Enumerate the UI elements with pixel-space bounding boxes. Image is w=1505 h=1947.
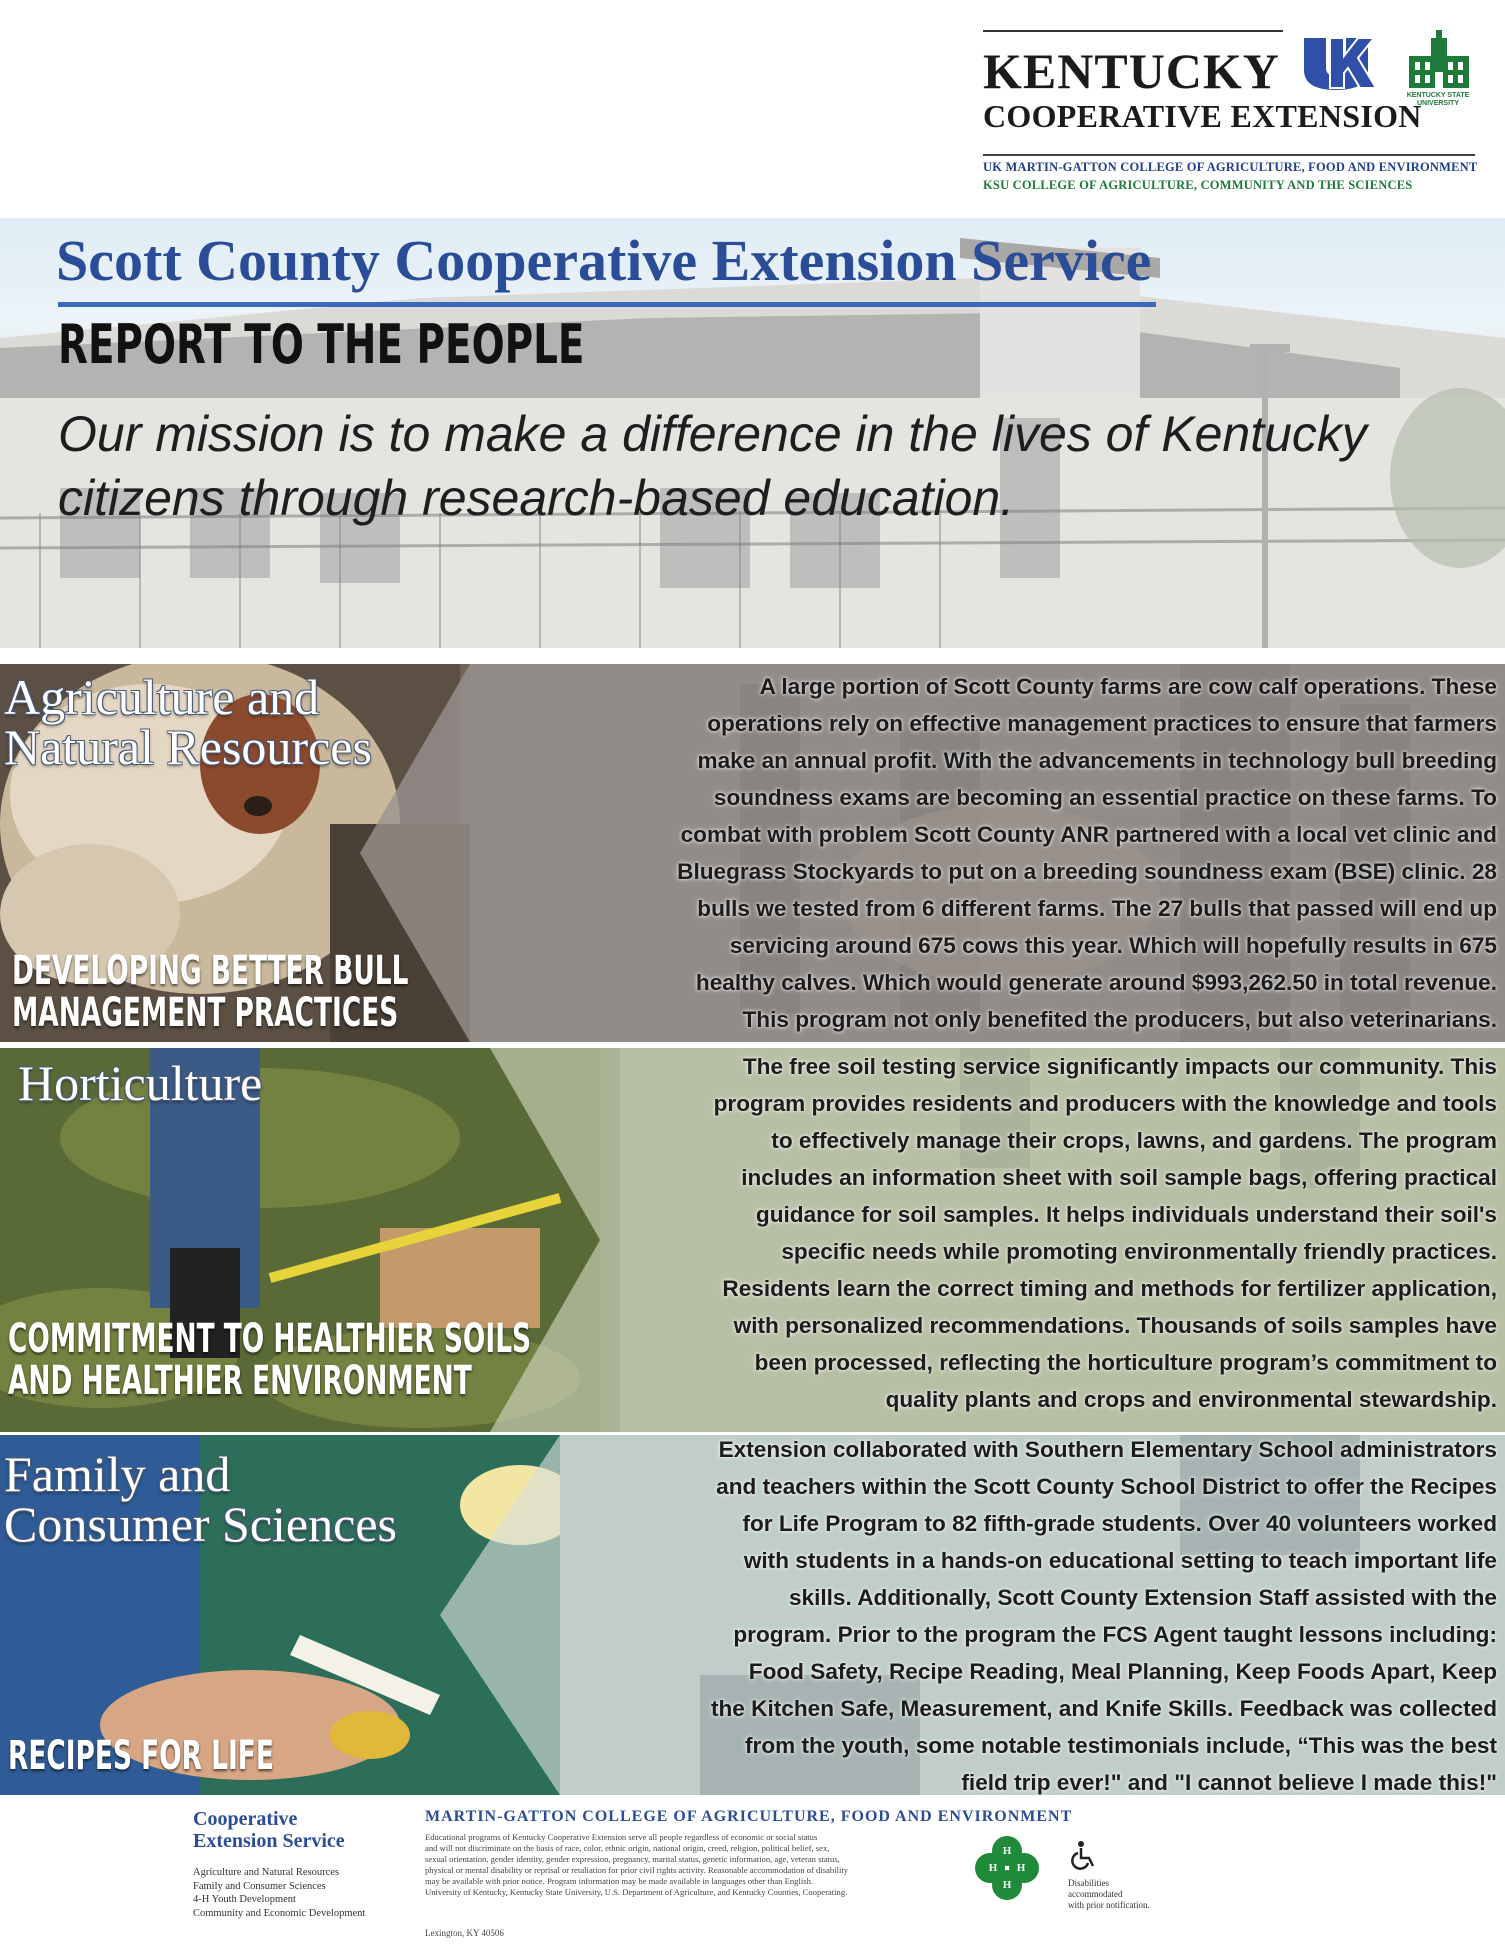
section-subheading: DEVELOPING BETTER BULL MANAGEMENT PRACTICES [12,948,409,1036]
logo-rule [983,154,1475,156]
kentucky-extension-logo [975,28,1485,200]
accessibility-icon [1068,1840,1098,1870]
logo-extension-text: COOPERATIVE EXTENSION [983,98,1422,134]
section-body: A large portion of Scott County farms are cow calf operations. These operations rely on effective management practices to ensure that farmers make an annual profit. With the advancements in technology bull breeding soundness exams are becoming an essential practice on these farms. To combat with problem Scott County ANR partnered with a local vet clinic and Bluegrass Stockyards to put on a breeding soundness exam (BSE) clinic. 28 bulls we tested from 6 different farms. The 27 bulls that passed will end up servicing around 675 cows this year. Which will hopefully results in 675 healthy calves. Which would generate around $993,262.50 in total revenue. This program not only benefited the producers, but also veterinarians. [677,674,1497,1032]
footer-legal-text: Educational programs of Kentucky Cooperative Extension serve all people regardless of economic or social status and will not discriminate on the basis of race, color, ethnic origin, national origin, creed, religion, political belief, sex, sexual orientation, gender identity, gender expression, pregnancy, marital status, genetic information, age, veteran status, physical or mental disability or reprisal or retaliation for prior civil rights activity. Reasonable accommodation of disability may be available with prior notice. Program information may be made available in languages other than English. University of Kentucky, Kentucky State University, U.S. Department of Agriculture, and Kentucky Counties, Cooperating. [425,1832,849,1897]
section-body: The free soil testing service significantly impacts our community. This program provides residents and producers with the knowledge and tools to effectively manage their crops, lawns, and gardens. The program includes an information sheet with soil sample bags, offering practical guidance for soil samples. It helps individuals understand their soil's specific needs while promoting environmentally friendly practices. Residents learn the correct timing and methods for fertilizer application, with personalized recommendations. Thousands of soils samples have been processed, reflecting the horticulture program’s commitment to quality plants and crops and environmental stewardship. [713,1054,1497,1412]
svg-text:H: H [988,1862,998,1874]
section-title: Agriculture and Natural Resources [4,669,372,775]
report-heading: REPORT TO THE PEOPLE [58,313,585,376]
section-title: Horticulture [18,1055,263,1111]
section-family-consumer-sciences [0,1435,1505,1795]
hero-banner [0,218,1505,648]
section-horticulture [0,1048,1505,1432]
title-underline [58,302,1156,307]
footer-city: Lexington, KY 40506 [425,1928,504,1938]
ksu-building-icon [1405,28,1473,92]
svg-text:H: H [1002,1879,1012,1891]
footer-ces-logo: Cooperative Extension Service [193,1808,345,1852]
mission-statement: Our mission is to make a difference in the lives of Kentucky citizens through research-based education. [58,406,1367,526]
section-title: Family and Consumer Sciences [4,1446,397,1552]
logo-ksu-name: KENTUCKY STATE UNIVERSITY [1406,92,1470,107]
4h-clover-icon [973,1834,1041,1902]
svg-text:H: H [1002,1845,1012,1857]
uk-college-name: UK MARTIN-GATTON COLLEGE OF AGRICULTURE, FOOD AND ENVIRONMENT [983,160,1478,174]
footer-college-name: MARTIN-GATTON COLLEGE OF AGRICULTURE, FOOD AND ENVIRONMENT [425,1808,1073,1825]
section-subheading: RECIPES FOR LIFE [8,1733,274,1779]
section-subheading: COMMITMENT TO HEALTHIER SOILS AND HEALTHIER ENVIRONMENT [8,1316,532,1404]
footer-program-list: Agriculture and Natural Resources Family and Consumer Sciences 4-H Youth Development Community and Economic Development [193,1867,366,1919]
section-agriculture [0,664,1505,1042]
svg-text:H: H [1016,1862,1026,1874]
section-body: Extension collaborated with Southern Elementary School administrators and teachers within the Scott County School District to offer the Recipes for Life Program to 82 fifth-grade students. Over 40 volunteers worked with students in a hands-on educational setting to teach important life skills. Additionally, Scott County Extension Staff assisted with the program. Prior to the program the FCS Agent taught lessons including: Food Safety, Recipe Reading, Meal Planning, Keep Foods Apart, Keep the Kitchen Safe, Measurement, and Knife Skills. Feedback was collected from the youth, some notable testimonials include, “This was the best field trip ever!" and "I cannot believe I made this!" [710,1437,1497,1795]
page-title: Scott County Cooperative Extension Service [56,228,1152,293]
logo-kentucky-text: KENTUCKY [983,43,1280,99]
uk-logo-icon [1300,32,1378,94]
accessibility-note: Disabilities accommodated with prior notification. [1068,1878,1150,1910]
ksu-college-name: KSU COLLEGE OF AGRICULTURE, COMMUNITY AND THE SCIENCES [983,178,1413,192]
logo-divider [983,30,1283,32]
footer [0,1800,1505,1947]
